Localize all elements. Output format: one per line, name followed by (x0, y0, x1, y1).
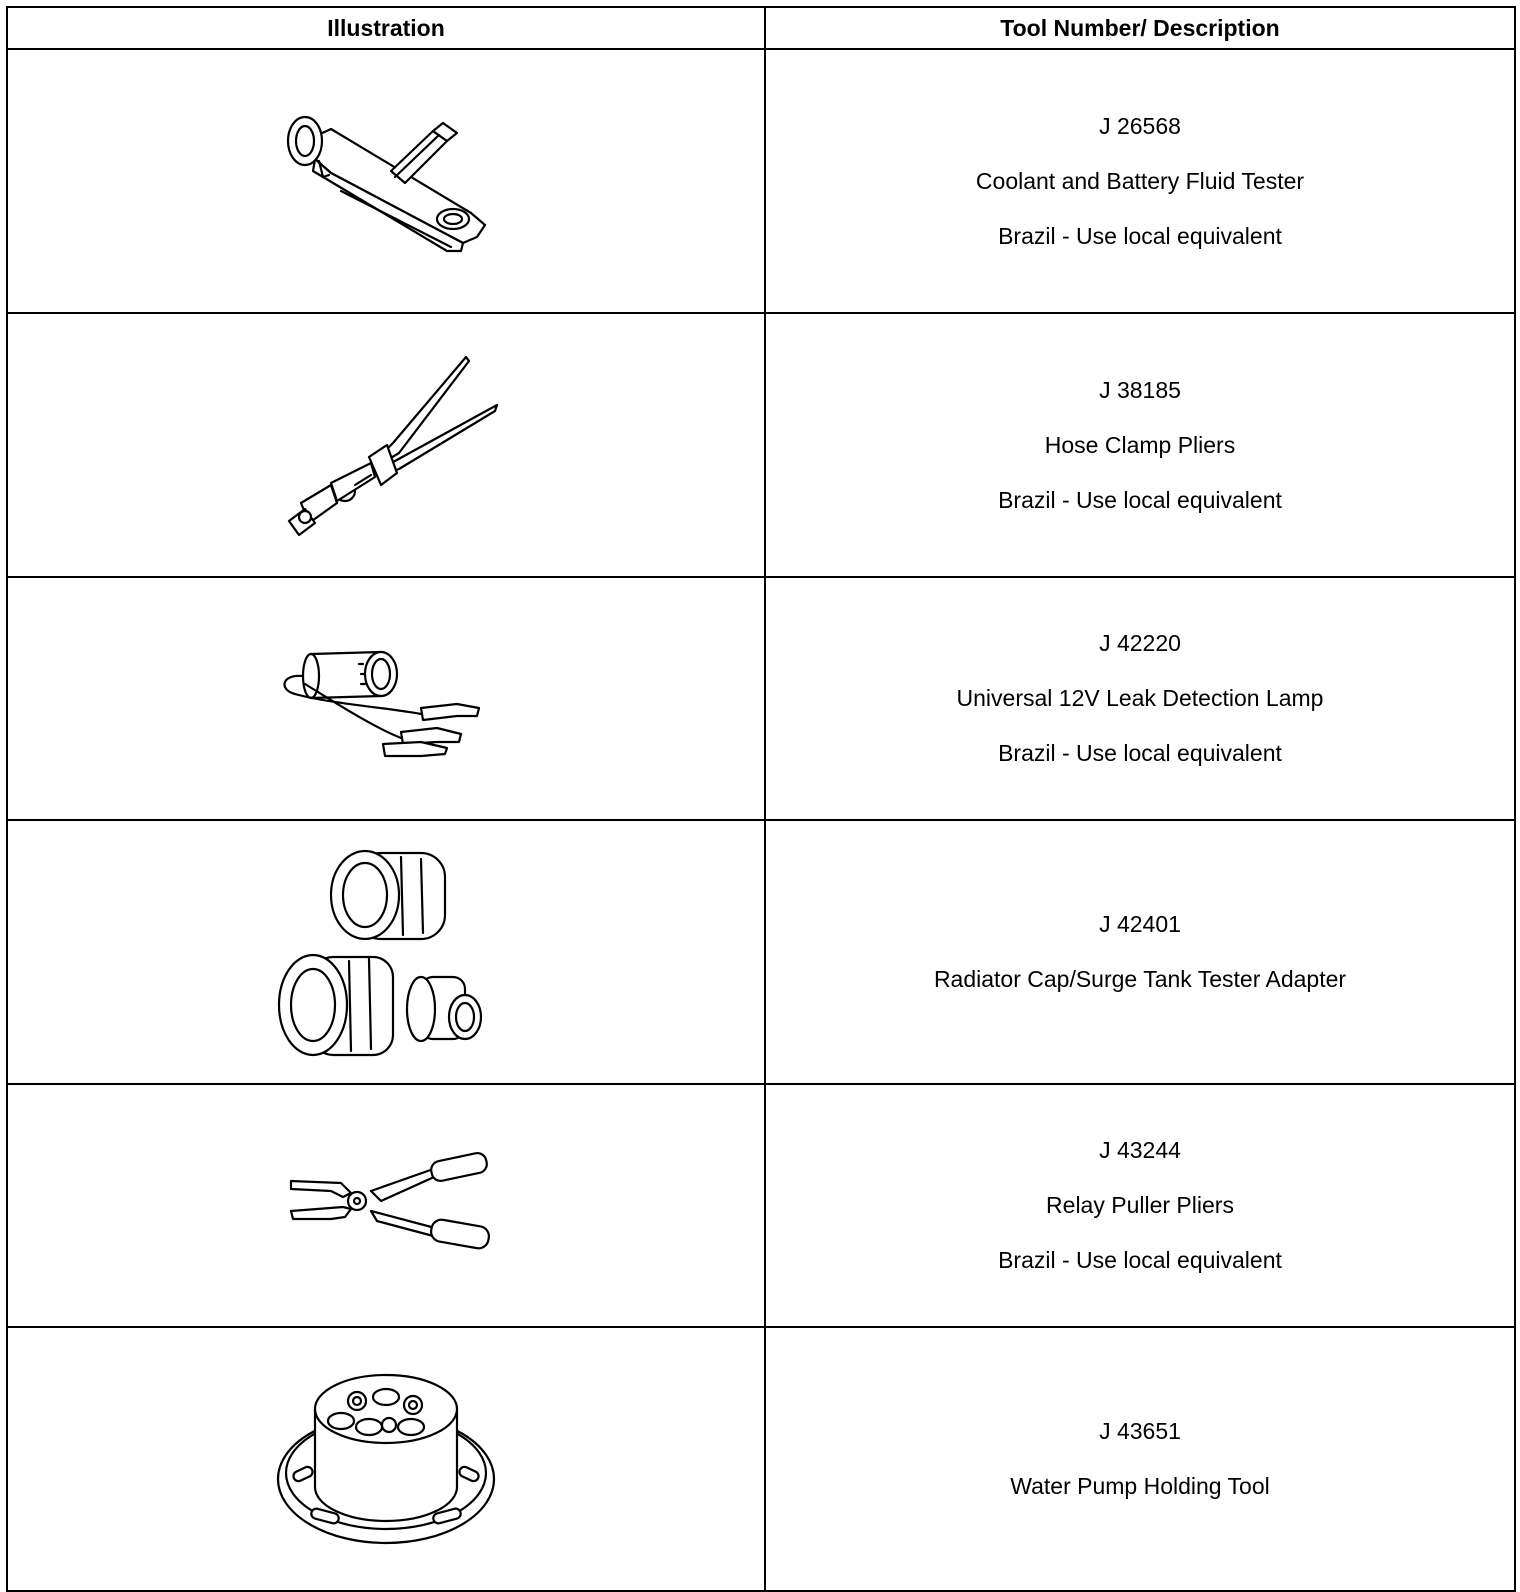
tool-number: J 43244 (1099, 1137, 1181, 1163)
tool-description: Universal 12V Leak Detection Lamp (956, 685, 1324, 711)
tool-number: J 42401 (1099, 911, 1181, 937)
description-cell (765, 1084, 1515, 1327)
description-cell (765, 49, 1515, 313)
description-cell (765, 577, 1515, 820)
tester-adapter-icon (271, 837, 501, 1067)
hose-clamp-pliers-icon (271, 345, 501, 545)
tool-description: Relay Puller Pliers (1046, 1192, 1234, 1218)
tool-number: J 38185 (1099, 376, 1181, 403)
tool-description: Water Pump Holding Tool (1010, 1473, 1270, 1499)
special-tools-table (6, 6, 1516, 1592)
availability-note: Brazil - Use local equivalent (998, 740, 1282, 766)
illustration-cell (7, 313, 765, 577)
tool-number: J 43651 (1099, 1418, 1181, 1444)
tool-description: Coolant and Battery Fluid Tester (975, 167, 1305, 194)
tool-description: Hose Clamp Pliers (1044, 431, 1236, 458)
tool-number: J 26568 (1099, 112, 1181, 139)
table-row (7, 49, 1515, 313)
availability-note: Brazil - Use local equivalent (998, 222, 1282, 249)
fluid-tester-icon (271, 101, 501, 261)
water-pump-holding-tool-icon (271, 1369, 501, 1549)
table-row (7, 1327, 1515, 1591)
relay-puller-pliers-icon (271, 1151, 501, 1261)
availability-note: Brazil - Use local equivalent (998, 486, 1282, 513)
table-row (7, 820, 1515, 1084)
header-illustration: Illustration (7, 7, 765, 49)
illustration-cell (7, 1084, 765, 1327)
header-tool-description: Tool Number/ Description (765, 7, 1515, 49)
description-cell (765, 1327, 1515, 1591)
availability-note: Brazil - Use local equivalent (998, 1247, 1282, 1273)
illustration-cell (7, 820, 765, 1084)
illustration-cell (7, 577, 765, 820)
illustration-cell (7, 1327, 765, 1591)
tool-description: Radiator Cap/Surge Tank Tester Adapter (933, 966, 1347, 992)
illustration-cell (7, 49, 765, 313)
description-cell (765, 820, 1515, 1084)
description-cell (765, 313, 1515, 577)
table-row (7, 1084, 1515, 1327)
leak-detection-lamp-icon (271, 634, 501, 764)
table-row (7, 313, 1515, 577)
tool-number: J 42220 (1099, 630, 1181, 656)
header-row (7, 7, 1515, 49)
table-row (7, 577, 1515, 820)
